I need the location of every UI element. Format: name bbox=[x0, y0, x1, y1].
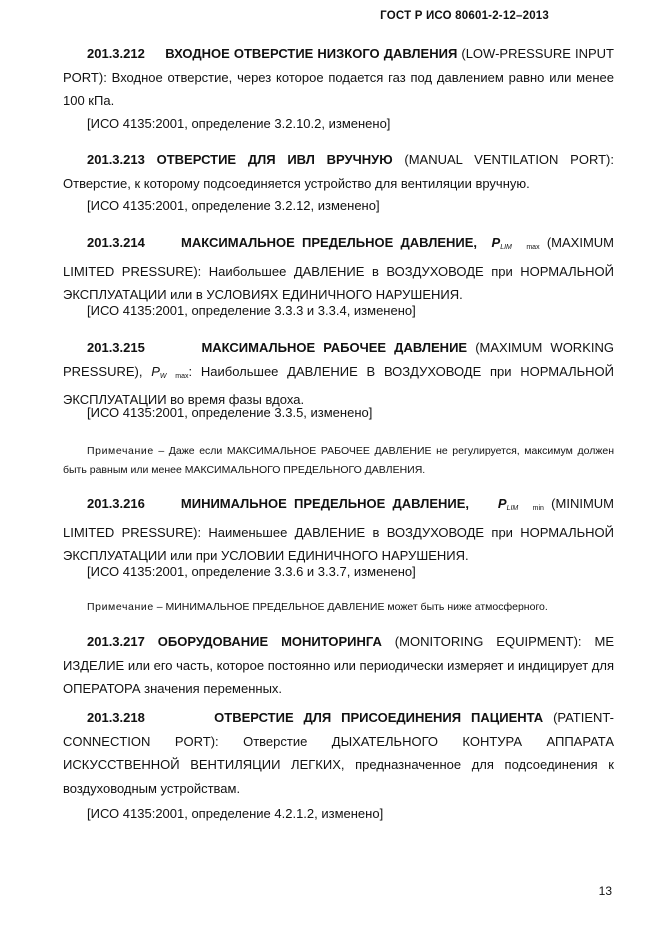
source-reference: [ИСО 4135:2001, определение 3.3.3 и 3.3.4, изменено] bbox=[87, 303, 416, 318]
note bbox=[63, 442, 614, 480]
note bbox=[63, 598, 614, 617]
definition-entry bbox=[63, 231, 614, 307]
term-english: (MINIMUM LIMITED PRESSURE): bbox=[63, 496, 614, 540]
pressure-symbol: $P_{LIM}$ max bbox=[491, 235, 540, 251]
note-label: Примечание bbox=[87, 601, 154, 613]
term-definition: Наименьшее ДАВЛЕНИЕ в ВОЗДУХОВОДЕ при НОРМАЛЬНОЙ ЭКСПЛУАТАЦИИ или при УСЛОВИИ ЕДИНИЧНОГО НАРУШЕНИЯ. bbox=[63, 524, 614, 563]
term-definition: Входное отверстие, через которое подается газ под давлением равно или менее 100 кПа. bbox=[63, 69, 614, 108]
note-text: – Даже если МАКСИМАЛЬНОЕ РАБОЧЕЕ ДАВЛЕНИЕ не регулируется, максимум должен быть равным или менее МАКСИМАЛЬНОГО ПРЕДЕЛЬНОГО ДАВЛЕНИЯ. bbox=[63, 445, 614, 476]
term-name: ОТВЕРСТИЕ ДЛЯ ИВЛ ВРУЧНУЮ bbox=[156, 152, 393, 167]
clause-number: 201.3.214 bbox=[87, 235, 145, 250]
term-name: МАКСИМАЛЬНОЕ ПРЕДЕЛЬНОЕ ДАВЛЕНИЕ, bbox=[181, 235, 478, 250]
term-definition: Наибольшее ДАВЛЕНИЕ в ВОЗДУХОВОДЕ при НОРМАЛЬНОЙ ЭКСПЛУАТАЦИИ или в УСЛОВИЯХ ЕДИНИЧНОГО НАРУШЕНИЯ. bbox=[63, 263, 614, 302]
source-reference: [ИСО 4135:2001, определение 3.2.10.2, изменено] bbox=[87, 116, 391, 131]
term-definition: Отверстие ДЫХАТЕЛЬНОГО КОНТУРА АППАРАТА ИСКУССТВЕННОЙ ВЕНТИЛЯЦИИ ЛЕГКИХ, предназначенное для подсоединения к воздуховодным устройствам. bbox=[63, 733, 614, 796]
source-reference: [ИСО 4135:2001, определение 4.2.1.2, изменено] bbox=[87, 806, 384, 821]
pressure-symbol: $P_{LIM}$ min bbox=[497, 496, 544, 512]
clause-number: 201.3.212 bbox=[87, 46, 145, 61]
page-number: 13 bbox=[598, 884, 612, 898]
term-definition: Отверстие, к которому подсоединяется устройство для вентиляции вручную. bbox=[63, 175, 530, 191]
term-english: (MONITORING EQUIPMENT): bbox=[394, 634, 582, 649]
definition-entry bbox=[63, 492, 614, 568]
clause-number: 201.3.215 bbox=[87, 340, 145, 355]
term-english: (MANUAL VENTILATION PORT): bbox=[404, 152, 614, 167]
note-label: Примечание bbox=[87, 445, 154, 457]
definition-entry bbox=[63, 706, 614, 800]
definition-entry bbox=[63, 42, 614, 113]
definition-entry bbox=[63, 630, 614, 701]
term-name: ВХОДНОЕ ОТВЕРСТИЕ НИЗКОГО ДАВЛЕНИЯ bbox=[165, 46, 458, 61]
note-text: – МИНИМАЛЬНОЕ ПРЕДЕЛЬНОЕ ДАВЛЕНИЕ может быть ниже атмосферного. bbox=[156, 601, 548, 613]
term-definition: МЕ ИЗДЕЛИЕ или его часть, которое постоянно или периодически измеряет и индицирует для ОПЕРАТОРА значения переменных. bbox=[63, 634, 614, 696]
term-name: ОТВЕРСТИЕ ДЛЯ ПРИСОЕДИНЕНИЯ ПАЦИЕНТА bbox=[214, 710, 544, 725]
term-english: (MAXIMUM WORKING PRESSURE), bbox=[63, 340, 614, 379]
source-reference: [ИСО 4135:2001, определение 3.2.12, изменено] bbox=[87, 198, 380, 213]
definition-entry bbox=[63, 148, 614, 195]
clause-number: 201.3.217 bbox=[87, 634, 145, 649]
pressure-symbol: $P_W$ max bbox=[151, 363, 189, 380]
term-english: (MAXIMUM LIMITED PRESSURE): bbox=[63, 235, 614, 279]
term-english: (LOW-PRESSURE INPUT PORT): bbox=[63, 46, 614, 85]
clause-number: 201.3.213 bbox=[87, 152, 145, 167]
term-definition: Наибольшее ДАВЛЕНИЕ В ВОЗДУХОВОДЕ при НОРМАЛЬНОЙ ЭКСПЛУАТАЦИИ во время фазы вдоха. bbox=[63, 363, 614, 407]
clause-number: 201.3.216 bbox=[87, 496, 145, 511]
term-name: МАКСИМАЛЬНОЕ РАБОЧЕЕ ДАВЛЕНИЕ bbox=[201, 340, 468, 355]
source-reference: [ИСО 4135:2001, определение 3.3.6 и 3.3.7, изменено] bbox=[87, 564, 416, 579]
definition-entry: 201.3.215 МАКСИМАЛЬНОЕ РАБОЧЕЕ ДАВЛЕНИЕ (MAXIMUM WORKING PRESSURE), $P_W$ max: Наибольшее ДАВЛЕНИЕ В ВОЗДУХОВОДЕ при НОРМАЛЬНОЙ ЭКСПЛУАТАЦИИ во время фазы вдоха. bbox=[63, 340, 614, 407]
document-header: ГОСТ Р ИСО 80601-2-12–2013 bbox=[380, 10, 549, 22]
term-name: МИНИМАЛЬНОЕ ПРЕДЕЛЬНОЕ ДАВЛЕНИЕ, bbox=[180, 496, 470, 511]
clause-number: 201.3.218 bbox=[87, 710, 145, 725]
term-english: (PATIENT-CONNECTION PORT): bbox=[63, 710, 614, 749]
term-name: ОБОРУДОВАНИЕ МОНИТОРИНГА bbox=[157, 634, 382, 649]
source-reference: [ИСО 4135:2001, определение 3.3.5, изменено] bbox=[87, 405, 373, 420]
